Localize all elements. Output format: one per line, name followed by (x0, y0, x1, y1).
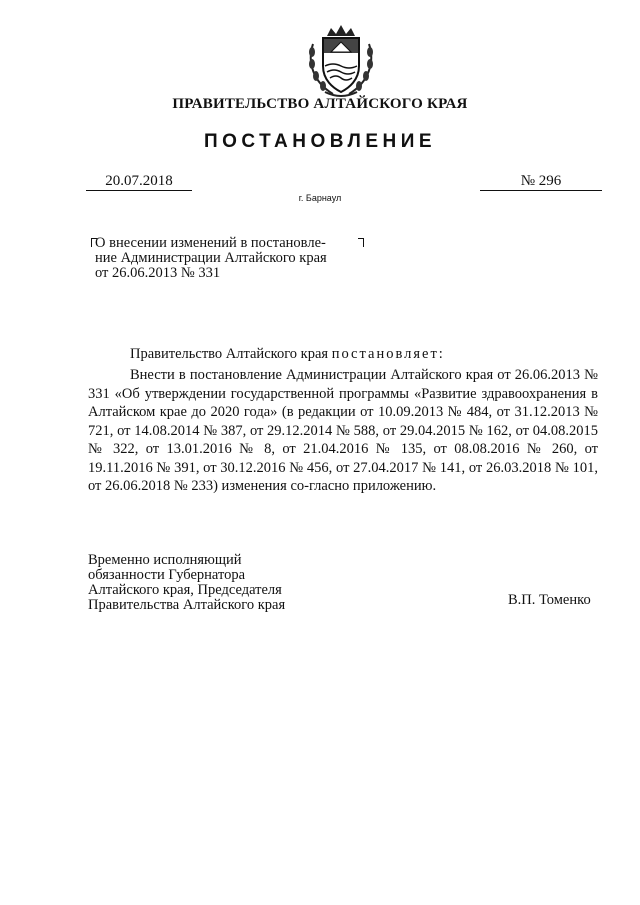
signer-title-line: обязанности Губернатора (88, 567, 246, 583)
signer-title-line: Правительства Алтайского края (88, 597, 286, 613)
intro-verb: постановляет: (331, 346, 445, 362)
intro-lead: Правительство Алтайского края (130, 346, 332, 362)
subject-line: О внесении изменений в постановле- (95, 235, 326, 251)
subject-line: ние Администрации Алтайского края (95, 250, 327, 266)
document-date: 20.07.2018 (86, 173, 192, 191)
signer-title (88, 553, 348, 613)
authority-name: ПРАВИТЕЛЬСТВО АЛТАЙСКОГО КРАЯ (172, 96, 468, 112)
corner-bracket-right (358, 238, 364, 247)
resolution-body: Внести в постановление Администрации Алтайского края от 26.06.2013 № 331 «Об утверждении государственной программы «Развитие здравоохранения в Алтайском крае до 2020 года» (в редакции от 10.09.2013 № 484, от 31.12.2013 № 721, от 14.08.2014 № 387, от 29.12.2014 № 588, от 29.04.2015 № 162, от 04.08.2015 № 322, от 13.01.2016 № 8, от 21.04.2016 № 135, от 08.08.2016 № 260, от 19.11.2016 № 391, от 30.12.2016 № 456, от 27.04.2017 № 141, от 26.03.2018 № 101, от 26.06.2018 № 233) изменения со-гласно приложению. (88, 367, 598, 494)
document-type: ПОСТАНОВЛЕНИЕ (203, 131, 437, 152)
document-number: № 296 (480, 173, 602, 191)
resolution-intro (130, 346, 445, 363)
document-city: г. Барнаул (298, 193, 342, 203)
subject-line: от 26.06.2013 № 331 (95, 265, 221, 281)
corner-bracket-left (91, 238, 97, 247)
coat-of-arms-icon (303, 22, 379, 102)
signer-name: В.П. Томенко (508, 592, 591, 608)
document-subject (95, 236, 365, 281)
signer-title-line: Временно исполняющий (88, 552, 242, 568)
signer-title-line: Алтайского края, Председателя (88, 582, 282, 598)
